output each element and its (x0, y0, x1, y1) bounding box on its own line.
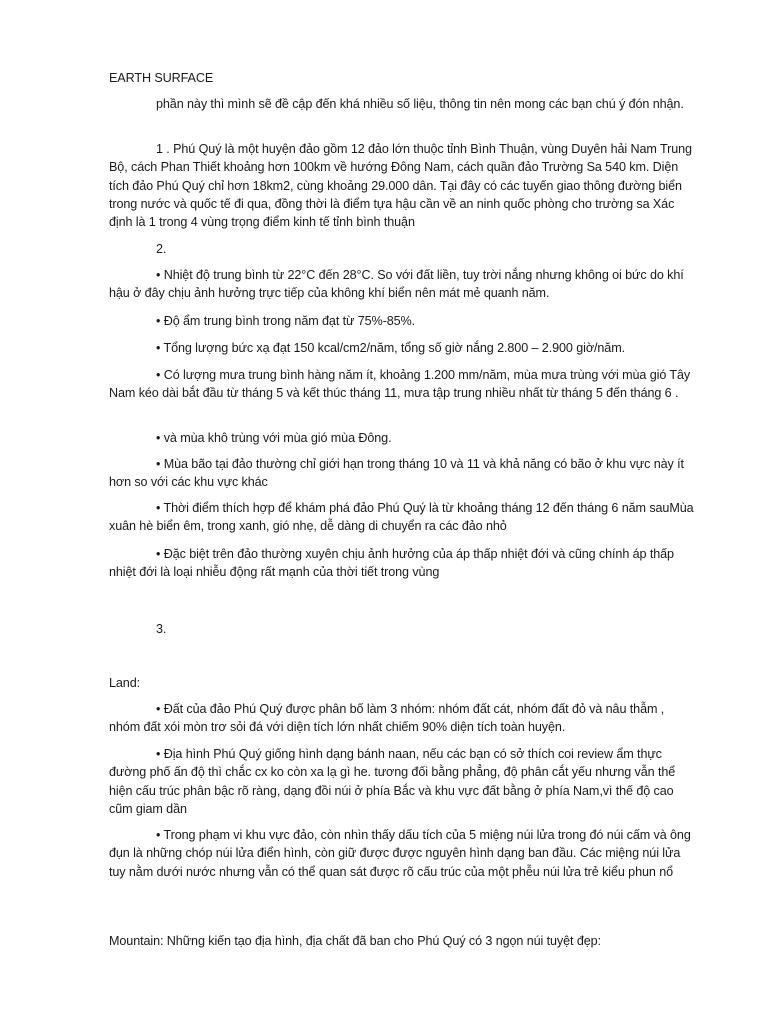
section-2-bullet: • và mùa khô trùng với mùa gió mùa Đông. (156, 431, 392, 445)
land-bullet: • Địa hình Phú Quý giống hình dạng bánh naan, nếu các bạn có sở thích coi review ẩm thực đường phố ấn độ thì chắc cx ko còn xa lạ gì he. tương đối bằng phẳng, độ phân cắt yếu nhưng vẫn thể hiện cấu trúc phân bậc rõ ràng, dạng đồi núi ở phía Bắc và khu vực đất bằng ở phía Nam,vì thế độ cao cũm giam dần (109, 747, 676, 816)
section-2-bullet: • Nhiệt độ trung bình từ 22°C đến 28°C. So với đất liền, tuy trời nắng nhưng không oi bức do khí hậu ở đây chịu ảnh hưởng trực tiếp của không khí biển nên mát mẻ quanh năm. (109, 268, 684, 301)
section-2-bullet: • Đặc biệt trên đảo thường xuyên chịu ảnh hưởng của áp thấp nhiệt đới và cũng chính áp thấp nhiệt đới là loại nhiễu động rất mạnh của thời tiết trong vùng (109, 547, 674, 580)
section-2-label: 2. (156, 242, 167, 256)
mountain-paragraph: Mountain: Những kiến tạo địa hình, địa chất đã ban cho Phú Quý có 3 ngọn núi tuyệt đẹp: (109, 934, 601, 948)
intro-paragraph: phần này thì mình sẽ đề cập đến khá nhiều số liệu, thông tin nên mong các bạn chú ý đón nhận. (156, 97, 684, 111)
section-2-bullet: • Thời điểm thích hợp để khám phá đảo Phú Quý là từ khoảng tháng 12 đến tháng 6 năm sauMùa xuân hè biển êm, trong xanh, gió nhẹ, dễ dàng di chuyển ra các đảo nhỏ (109, 501, 694, 534)
land-label: Land: (109, 676, 141, 690)
document-heading: EARTH SURFACE (109, 71, 214, 85)
section-3-label: 3. (156, 622, 167, 636)
section-2-bullet: • Độ ẩm trung bình trong năm đạt từ 75%-85%. (156, 314, 416, 328)
section-2-bullet: • Tổng lượng bức xạ đạt 150 kcal/cm2/năm, tổng số giờ nắng 2.800 – 2.900 giờ/năm. (156, 341, 625, 355)
land-bullet: • Đất của đảo Phú Quý được phân bố làm 3 nhóm: nhóm đất cát, nhóm đất đỏ và nâu thẫm , nhóm đất xói mòn trơ sỏi đá với diện tích lớn nhất chiếm 90% diện tích toàn huyện. (109, 702, 665, 735)
section-2-bullet: • Mùa bão tại đảo thường chỉ giới hạn trong tháng 10 và 11 và khả năng có bão ở khu vực này ít hơn so với các khu vực khác (109, 457, 684, 490)
section-2-bullet: • Có lượng mưa trung bình hàng năm ít, khoảng 1.200 mm/năm, mùa mưa trùng với mùa gió Tây Nam kéo dài bắt đầu từ tháng 5 và kết thúc tháng 11, mưa tập trung nhiều nhất từ tháng 5 đến tháng 6 . (109, 368, 691, 401)
land-bullet: • Trong phạm vi khu vực đảo, còn nhìn thấy dấu tích của 5 miệng núi lửa trong đó núi cấm và ông đụn là những chóp núi lửa điển hình, còn giữ được được nguyên hình dạng ban đầu. Các miệng núi lửa tuy nằm dưới nước nhưng vẫn có thể quan sát được rõ cấu trúc của một phễu núi lửa trẻ kiểu phun nổ (109, 828, 691, 879)
section-1-paragraph: 1 . Phú Quý là một huyện đảo gồm 12 đảo lớn thuộc tỉnh Bình Thuận, vùng Duyên hải Nam Trung Bộ, cách Phan Thiết khoảng hơn 100km về hướng Đông Nam, cách quần đảo Trường Sa 540 km. Diện tích đảo Phú Quý chỉ hơn 18km2, cùng khoảng 29.000 dân. Tại đây có các tuyến giao thông đường biển trong nước và quốc tế đi qua, đồng thời là điểm tựa hậu cần về an ninh quốc phòng cho trường sa Xác định là 1 trong 4 vùng trọng điểm kinh tế tỉnh bình thuận (109, 142, 692, 229)
